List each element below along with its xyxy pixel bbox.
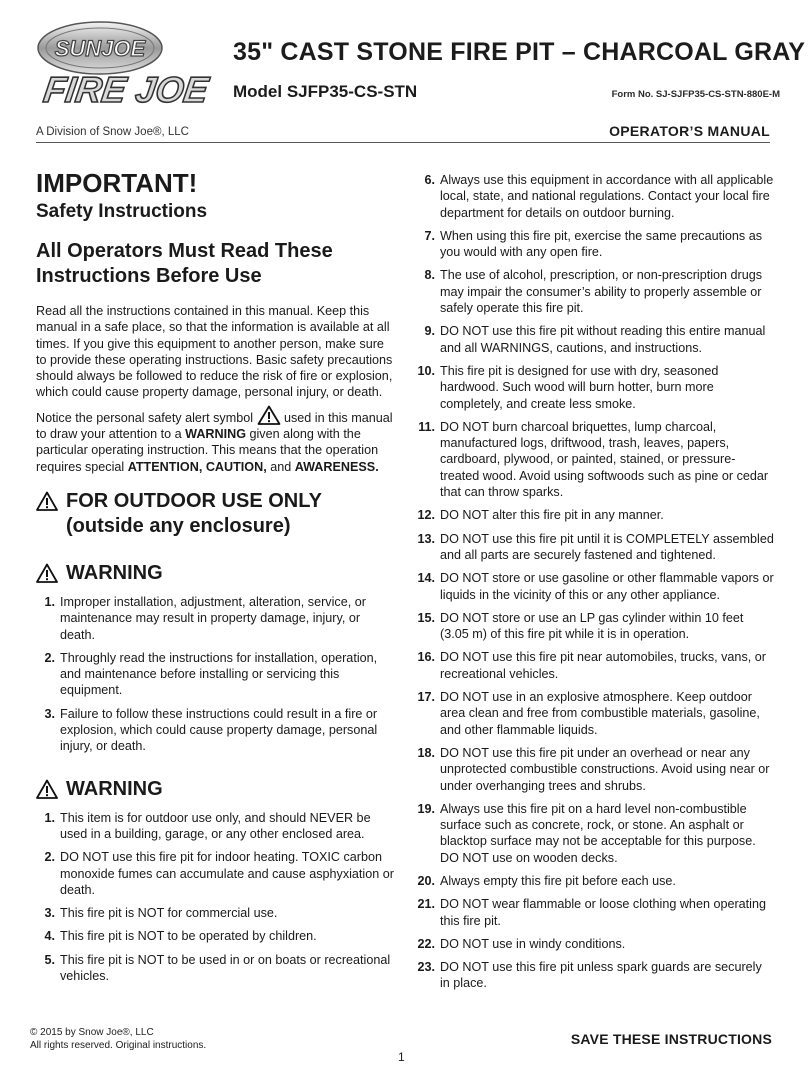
item-text: This item is for outdoor use only, and should NEVER be used in a building, garage, or any other enclosed area. [60,810,371,841]
notice-warning-word: WARNING [185,427,246,442]
notice-text-d: and [266,459,295,474]
outdoor-use-heading [36,489,396,539]
item-text: This fire pit is designed for use with dry, seasoned hardwood. Such wood will burn hotter, burn more completely, and create less smoke. [440,363,719,411]
item-text: DO NOT store or use gasoline or other flammable vapors or liquids in the vicinity of this or any other appliance. [440,571,774,602]
item-number: 14. [417,571,435,586]
list-item [36,650,396,699]
sunjoe-fire-joe-logo [28,18,218,114]
notice-text-a: Notice the personal safety alert symbol [36,410,257,425]
item-text: DO NOT use this fire pit for indoor heating. TOXIC carbon monoxide fumes can accumulate and cause asphyxiation or death. [60,850,394,897]
division-text: A Division of Snow Joe®, LLC [36,126,189,138]
list-item [36,952,396,985]
item-text: DO NOT use in an explosive atmosphere. Keep outdoor area clean and free from combustible materials, gasoline, and other flammable liquids. [440,690,760,737]
all-operators-heading: All Operators Must Read These Instructions Before Use [36,240,333,287]
manual-label: OPERATOR’S MANUAL [609,123,770,139]
item-text: The use of alcohol, prescription, or non-prescription drugs may impair the consumer’s ability to properly assemble or safely operate this fire pit. [440,268,763,316]
list-item [408,228,774,261]
notice-paragraph [36,405,396,475]
page-number: 1 [398,1050,405,1064]
item-number: 6. [424,173,435,187]
item-number: 19. [417,801,435,816]
warning-heading-2 [36,777,396,802]
warning-triangle-icon [36,491,58,511]
list-item [408,419,774,500]
item-text: DO NOT burn charcoal briquettes, lump charcoal, manufactured logs, driftwood, trash, leaves, papers, cardboard, plywood, or painted, stained, or pressure-treated wood. Avoid using softwoods such as pine or cedar that can throw sparks. [440,419,769,500]
item-number: 15. [417,610,435,625]
item-text: Always use this fire pit on a hard level non-combustible surface such as concrete, rock, or stone. An asphalt or blacktop surface may not be acceptable for this purpose. DO NOT use on wooden decks. [440,801,756,865]
list-item [408,267,774,316]
item-text: Always use this equipment in accordance with all applicable local, state, and national regulations. Contact your local fire department for details on outdoor burning. [440,173,774,220]
item-number: 5. [44,952,55,967]
item-number: 8. [424,268,435,283]
list-item [36,594,396,643]
safety-rules-list [408,172,774,992]
list-item [408,896,774,929]
item-number: 4. [44,929,55,944]
item-number: 1. [44,810,55,825]
notice-text-b: used in this manual to draw your attention to a [36,410,393,442]
list-item [408,172,774,221]
item-text: DO NOT use this fire pit near automobiles, trucks, vans, or recreational vehicles. [440,650,766,681]
item-number: 3. [44,706,55,721]
item-text: DO NOT wear flammable or loose clothing when operating this fire pit. [440,897,766,928]
list-item [408,610,774,643]
item-text: Always empty this fire pit before each use. [440,873,676,888]
item-number: 10. [417,363,435,378]
safety-subheading: Safety Instructions [36,201,208,222]
item-number: 13. [417,531,435,546]
list-item [408,507,774,523]
list-item [408,570,774,603]
list-item [36,706,396,755]
item-number: 2. [44,650,55,665]
item-text: DO NOT alter this fire pit in any manner. [440,508,664,523]
list-item [408,959,774,992]
right-column [408,172,774,999]
item-number: 16. [417,650,435,665]
notice-awareness-word: AWARENESS. [294,459,379,474]
list-item [408,363,774,412]
warning-triangle-icon [36,563,58,583]
svg-text:FIRE JOE: FIRE JOE [41,69,211,110]
save-instructions-label: SAVE THESE INSTRUCTIONS [570,1031,772,1047]
list-item [408,531,774,564]
item-text: DO NOT store or use an LP gas cylinder within 10 feet (3.05 m) of this fire pit while it is in operation. [440,610,744,642]
item-number: 9. [424,324,435,339]
item-text: Throughly read the instructions for installation, operation, and maintenance before installing or servicing this equipment. [60,650,378,698]
item-number: 21. [417,897,435,912]
warning-heading-1-text: WARNING [66,561,163,584]
item-text: Improper installation, adjustment, alteration, service, or maintenance may result in property damage, injury, or death. [60,594,366,642]
outdoor-line-1: FOR OUTDOOR USE ONLY [66,489,322,512]
warning-triangle-icon [36,779,58,799]
item-text: DO NOT use this fire pit unless spark guards are securely in place. [440,960,762,991]
item-number: 20. [417,873,435,888]
left-column [36,168,396,991]
copyright [30,1027,206,1052]
item-number: 2. [44,850,55,865]
item-text: DO NOT use this fire pit without reading this entire manual and all WARNINGS, cautions, and instructions. [440,324,766,355]
list-item [408,936,774,952]
item-number: 3. [44,906,55,921]
copyright-line-1: © 2015 by Snow Joe®, LLC [30,1027,154,1038]
form-number: Form No. SJ-SJFP35-CS-STN-880E-M [611,89,780,100]
svg-text:SUNJOE: SUNJOE [54,36,146,61]
item-text: DO NOT use this fire pit under an overhead or near any unprotected combustible constructions. Avoid using near or under overhanging trees and shrubs. [440,745,770,793]
outdoor-line-2: (outside any enclosure) [66,514,291,537]
list-item [36,810,396,843]
item-number: 18. [417,745,435,760]
header-divider [36,142,770,143]
item-text: This fire pit is NOT to be operated by children. [60,929,317,944]
item-text: When using this fire pit, exercise the same precautions as you would with any open fire. [440,228,762,260]
item-number: 22. [417,936,435,951]
list-item [408,649,774,682]
item-number: 11. [418,419,435,434]
important-heading: IMPORTANT! [36,168,198,198]
list-item [408,745,774,794]
item-text: DO NOT use this fire pit until it is COMPLETELY assembled and all parts are securely fastened and tightened. [440,531,774,562]
item-text: This fire pit is NOT for commercial use. [60,906,278,921]
list-item [408,801,774,866]
model-number: Model SJFP35-CS-STN [233,82,418,101]
intro-paragraph: Read all the instructions contained in this manual. Keep this manual in a safe place, so that the information is available at all times. If you give this equipment to another person, make sure to provide these operating instructions. Basic safety precautions should always be followed to reduce the risk of fire or explosion, which could cause property damage, personal injury, or death. [36,304,393,400]
list-item [408,323,774,356]
safety-alert-icon [257,405,281,425]
list-item [36,928,396,944]
item-number: 23. [417,960,435,975]
warning-1-list [36,594,396,755]
warning-heading-1 [36,561,396,586]
warning-heading-2-text: WARNING [66,777,163,800]
document-title: 35" CAST STONE FIRE PIT – CHARCOAL GRAY [233,38,806,66]
copyright-line-2: All rights reserved. Original instructions. [30,1039,207,1051]
list-item [36,905,396,921]
item-number: 12. [417,508,435,523]
notice-text-c: given along with the particular operating instruction. This means that the operation requires special [36,427,379,474]
item-number: 1. [44,594,55,609]
warning-2-list [36,810,396,985]
item-text: This fire pit is NOT to be used in or on boats or recreational vehicles. [60,952,391,984]
notice-attention-words: ATTENTION, CAUTION, [127,459,267,474]
list-item [36,849,396,898]
list-item [408,689,774,738]
item-text: DO NOT use in windy conditions. [440,936,626,951]
item-number: 7. [424,228,435,243]
item-number: 17. [417,690,435,705]
list-item [408,873,774,889]
item-text: Failure to follow these instructions could result in a fire or explosion, which could cause property damage, personal injury, or death. [60,706,378,754]
